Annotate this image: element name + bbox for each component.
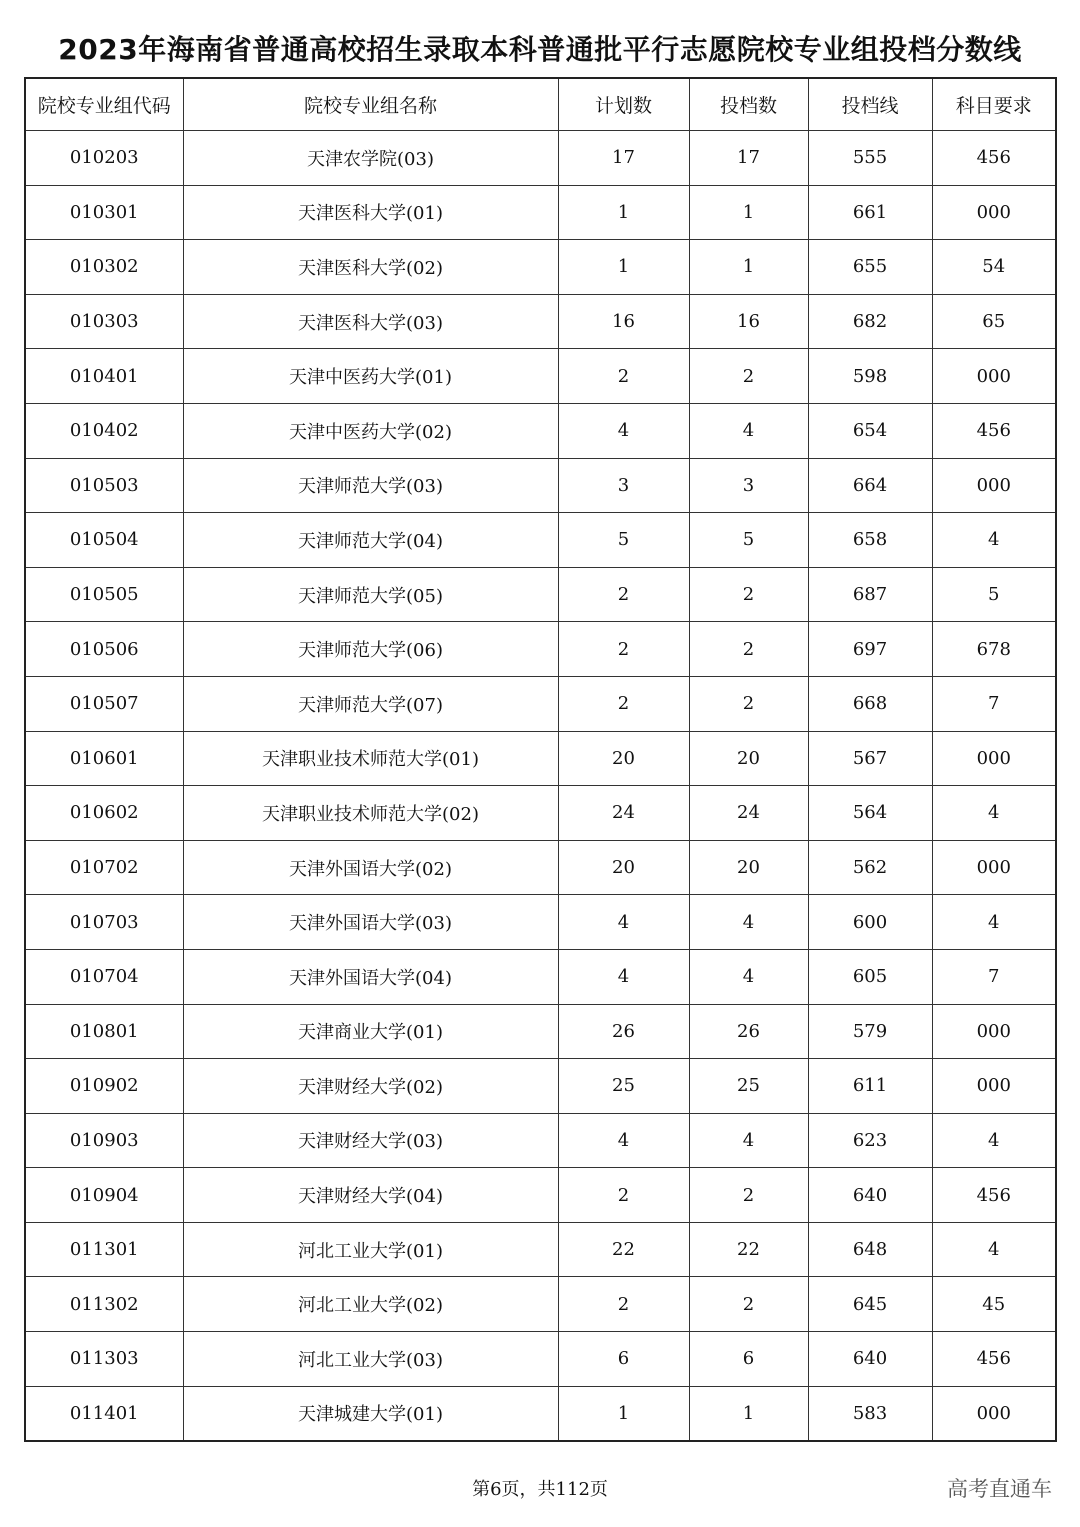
- cell-score: 623: [808, 1113, 932, 1168]
- cell-code: 010602: [25, 786, 183, 841]
- cell-subject: 000: [932, 458, 1056, 513]
- cell-admitted: 4: [689, 1113, 808, 1168]
- table-row: [25, 1059, 1056, 1114]
- cell-admitted: 17: [689, 131, 808, 186]
- page-footer: 第6页，共112页: [472, 1479, 608, 1500]
- table-header-row: [25, 78, 1056, 131]
- cell-code: 011301: [25, 1222, 183, 1277]
- table-row: [25, 185, 1056, 240]
- table-row: [25, 240, 1056, 295]
- cell-admitted: 4: [689, 949, 808, 1004]
- column-header-code: 院校专业组代码: [25, 78, 183, 131]
- cell-name: 天津医科大学(01): [183, 185, 558, 240]
- column-header-subject: 科目要求: [932, 78, 1056, 131]
- table-body: [25, 131, 1056, 1442]
- cell-admitted: 2: [689, 349, 808, 404]
- column-header-admitted: 投档数: [689, 78, 808, 131]
- cell-subject: 7: [932, 949, 1056, 1004]
- cell-plan: 20: [558, 840, 689, 895]
- column-header-score: 投档线: [808, 78, 932, 131]
- cell-score: 655: [808, 240, 932, 295]
- cell-name: 天津财经大学(03): [183, 1113, 558, 1168]
- cell-subject: 456: [932, 1332, 1056, 1387]
- table-row: [25, 567, 1056, 622]
- cell-subject: 000: [932, 1004, 1056, 1059]
- cell-plan: 1: [558, 240, 689, 295]
- cell-name: 天津师范大学(06): [183, 622, 558, 677]
- cell-score: 640: [808, 1168, 932, 1223]
- cell-name: 天津医科大学(02): [183, 240, 558, 295]
- cell-code: 010401: [25, 349, 183, 404]
- cell-subject: 4: [932, 513, 1056, 568]
- cell-plan: 1: [558, 1386, 689, 1441]
- table-row: [25, 1277, 1056, 1332]
- cell-code: 010402: [25, 403, 183, 458]
- cell-code: 010503: [25, 458, 183, 513]
- cell-code: 010904: [25, 1168, 183, 1223]
- table-row: [25, 1004, 1056, 1059]
- cell-admitted: 1: [689, 1386, 808, 1441]
- table-row: [25, 294, 1056, 349]
- cell-subject: 45: [932, 1277, 1056, 1332]
- cell-score: 697: [808, 622, 932, 677]
- cell-plan: 24: [558, 786, 689, 841]
- table-row: [25, 458, 1056, 513]
- cell-subject: 000: [932, 349, 1056, 404]
- cell-score: 658: [808, 513, 932, 568]
- cell-name: 天津中医药大学(02): [183, 403, 558, 458]
- cell-code: 010902: [25, 1059, 183, 1114]
- cell-admitted: 2: [689, 1168, 808, 1223]
- table-row: [25, 131, 1056, 186]
- cell-score: 605: [808, 949, 932, 1004]
- cell-admitted: 2: [689, 567, 808, 622]
- cell-subject: 7: [932, 676, 1056, 731]
- cell-subject: 4: [932, 895, 1056, 950]
- cell-name: 天津外国语大学(04): [183, 949, 558, 1004]
- table-row: [25, 403, 1056, 458]
- cell-plan: 25: [558, 1059, 689, 1114]
- table-row: [25, 786, 1056, 841]
- column-header-plan: 计划数: [558, 78, 689, 131]
- cell-plan: 16: [558, 294, 689, 349]
- cell-plan: 26: [558, 1004, 689, 1059]
- cell-subject: 5: [932, 567, 1056, 622]
- cell-subject: 4: [932, 1222, 1056, 1277]
- cell-admitted: 20: [689, 840, 808, 895]
- cell-score: 567: [808, 731, 932, 786]
- cell-name: 河北工业大学(02): [183, 1277, 558, 1332]
- cell-admitted: 24: [689, 786, 808, 841]
- cell-score: 579: [808, 1004, 932, 1059]
- table-row: [25, 676, 1056, 731]
- cell-name: 天津商业大学(01): [183, 1004, 558, 1059]
- cell-score: 640: [808, 1332, 932, 1387]
- cell-plan: 20: [558, 731, 689, 786]
- cell-code: 010703: [25, 895, 183, 950]
- cell-code: 010601: [25, 731, 183, 786]
- cell-code: 010505: [25, 567, 183, 622]
- cell-name: 天津财经大学(04): [183, 1168, 558, 1223]
- table-row: [25, 895, 1056, 950]
- cell-code: 011401: [25, 1386, 183, 1441]
- cell-code: 010203: [25, 131, 183, 186]
- cell-subject: 000: [932, 185, 1056, 240]
- cell-code: 010506: [25, 622, 183, 677]
- cell-code: 010301: [25, 185, 183, 240]
- cell-admitted: 5: [689, 513, 808, 568]
- table-row: [25, 1168, 1056, 1223]
- cell-score: 611: [808, 1059, 932, 1114]
- cell-score: 682: [808, 294, 932, 349]
- cell-name: 天津医科大学(03): [183, 294, 558, 349]
- cell-admitted: 6: [689, 1332, 808, 1387]
- cell-name: 天津财经大学(02): [183, 1059, 558, 1114]
- cell-name: 天津外国语大学(03): [183, 895, 558, 950]
- cell-subject: 000: [932, 1386, 1056, 1441]
- cell-admitted: 22: [689, 1222, 808, 1277]
- cell-name: 天津师范大学(07): [183, 676, 558, 731]
- table-row: [25, 349, 1056, 404]
- cell-name: 天津师范大学(05): [183, 567, 558, 622]
- cell-admitted: 4: [689, 403, 808, 458]
- cell-plan: 4: [558, 895, 689, 950]
- cell-admitted: 1: [689, 185, 808, 240]
- cell-plan: 17: [558, 131, 689, 186]
- cell-code: 011302: [25, 1277, 183, 1332]
- cell-plan: 1: [558, 185, 689, 240]
- cell-name: 天津师范大学(04): [183, 513, 558, 568]
- table-row: [25, 1332, 1056, 1387]
- cell-plan: 2: [558, 349, 689, 404]
- cell-name: 天津职业技术师范大学(01): [183, 731, 558, 786]
- score-table: [24, 77, 1057, 1442]
- cell-admitted: 16: [689, 294, 808, 349]
- cell-admitted: 3: [689, 458, 808, 513]
- cell-plan: 3: [558, 458, 689, 513]
- cell-code: 010801: [25, 1004, 183, 1059]
- cell-score: 648: [808, 1222, 932, 1277]
- cell-code: 010704: [25, 949, 183, 1004]
- cell-code: 010903: [25, 1113, 183, 1168]
- page-title: 2023年海南省普通高校招生录取本科普通批平行志愿院校专业组投档分数线: [58, 33, 1022, 66]
- table-row: [25, 949, 1056, 1004]
- cell-plan: 2: [558, 1168, 689, 1223]
- cell-admitted: 2: [689, 622, 808, 677]
- cell-plan: 2: [558, 622, 689, 677]
- cell-score: 583: [808, 1386, 932, 1441]
- cell-subject: 456: [932, 1168, 1056, 1223]
- cell-subject: 000: [932, 1059, 1056, 1114]
- cell-score: 654: [808, 403, 932, 458]
- cell-subject: 456: [932, 131, 1056, 186]
- cell-score: 661: [808, 185, 932, 240]
- cell-score: 562: [808, 840, 932, 895]
- cell-code: 010504: [25, 513, 183, 568]
- table-row: [25, 1222, 1056, 1277]
- table-row: [25, 622, 1056, 677]
- cell-subject: 65: [932, 294, 1056, 349]
- cell-score: 555: [808, 131, 932, 186]
- cell-score: 664: [808, 458, 932, 513]
- cell-name: 天津外国语大学(02): [183, 840, 558, 895]
- cell-plan: 6: [558, 1332, 689, 1387]
- cell-name: 天津农学院(03): [183, 131, 558, 186]
- cell-subject: 4: [932, 1113, 1056, 1168]
- cell-name: 天津师范大学(03): [183, 458, 558, 513]
- cell-code: 010303: [25, 294, 183, 349]
- cell-admitted: 4: [689, 895, 808, 950]
- column-header-name: 院校专业组名称: [183, 78, 558, 131]
- table-row: [25, 731, 1056, 786]
- cell-code: 010702: [25, 840, 183, 895]
- cell-plan: 22: [558, 1222, 689, 1277]
- cell-code: 010302: [25, 240, 183, 295]
- cell-subject: 4: [932, 786, 1056, 841]
- cell-plan: 2: [558, 567, 689, 622]
- cell-plan: 2: [558, 1277, 689, 1332]
- watermark-text: 高考直通车: [947, 1477, 1052, 1501]
- cell-name: 河北工业大学(01): [183, 1222, 558, 1277]
- cell-admitted: 2: [689, 1277, 808, 1332]
- cell-plan: 2: [558, 676, 689, 731]
- cell-score: 564: [808, 786, 932, 841]
- cell-subject: 678: [932, 622, 1056, 677]
- cell-score: 600: [808, 895, 932, 950]
- cell-score: 598: [808, 349, 932, 404]
- cell-score: 687: [808, 567, 932, 622]
- cell-admitted: 20: [689, 731, 808, 786]
- table-row: [25, 840, 1056, 895]
- cell-plan: 4: [558, 403, 689, 458]
- cell-subject: 54: [932, 240, 1056, 295]
- cell-score: 668: [808, 676, 932, 731]
- table-row: [25, 513, 1056, 568]
- cell-subject: 456: [932, 403, 1056, 458]
- cell-admitted: 1: [689, 240, 808, 295]
- cell-name: 天津城建大学(01): [183, 1386, 558, 1441]
- cell-code: 010507: [25, 676, 183, 731]
- cell-plan: 4: [558, 1113, 689, 1168]
- cell-plan: 4: [558, 949, 689, 1004]
- cell-admitted: 26: [689, 1004, 808, 1059]
- cell-admitted: 25: [689, 1059, 808, 1114]
- table-row: [25, 1386, 1056, 1441]
- cell-plan: 5: [558, 513, 689, 568]
- cell-admitted: 2: [689, 676, 808, 731]
- cell-name: 天津中医药大学(01): [183, 349, 558, 404]
- cell-score: 645: [808, 1277, 932, 1332]
- cell-name: 河北工业大学(03): [183, 1332, 558, 1387]
- cell-name: 天津职业技术师范大学(02): [183, 786, 558, 841]
- cell-code: 011303: [25, 1332, 183, 1387]
- cell-subject: 000: [932, 731, 1056, 786]
- table-row: [25, 1113, 1056, 1168]
- cell-subject: 000: [932, 840, 1056, 895]
